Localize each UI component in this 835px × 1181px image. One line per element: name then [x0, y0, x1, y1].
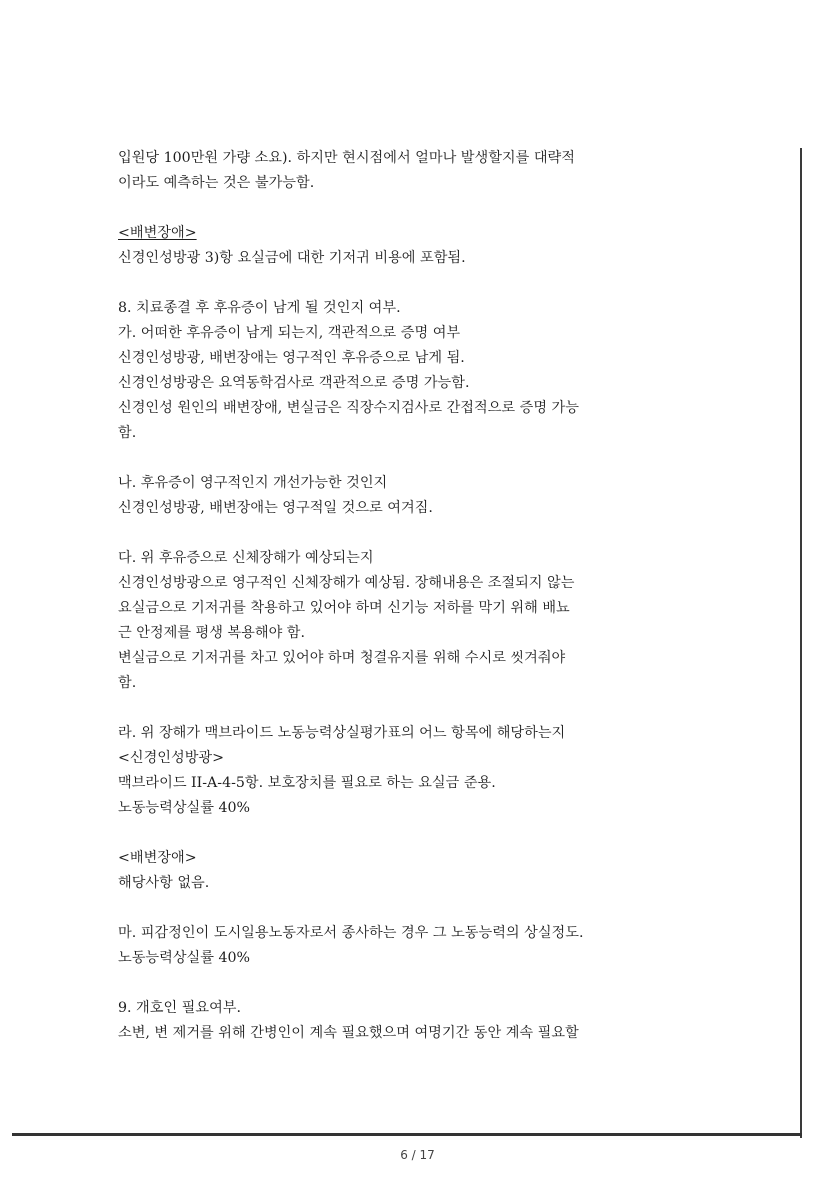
text-line: 이라도 예측하는 것은 불가능함.: [118, 175, 315, 191]
text-line: 신경인성 원인의 배변장애, 변실금은 직장수지검사로 간접적으로 증명 가능: [118, 400, 579, 416]
text-line: 신경인성방광 3)항 요실금에 대한 기저귀 비용에 포함됨.: [118, 250, 466, 266]
text-line: 근 안정제를 평생 복용해야 함.: [118, 625, 306, 641]
text-line: 신경인성방광, 배변장애는 영구적일 것으로 여겨짐.: [118, 500, 433, 516]
text-line: <배변장애>: [118, 850, 197, 866]
document-body: [118, 146, 698, 1046]
page-number: 6 / 17: [400, 1148, 435, 1162]
text-line: 마. 피감정인이 도시일용노동자로서 종사하는 경우 그 노동능력의 상실정도.: [118, 925, 584, 941]
text-line: 가. 어떠한 후유증이 남게 되는지, 객관적으로 증명 여부: [118, 325, 461, 341]
text-line: 노동능력상실률 40%: [118, 800, 250, 816]
text-line: 해당사항 없음.: [118, 875, 210, 891]
text-line: 신경인성방광, 배변장애는 영구적인 후유증으로 남게 됨.: [118, 350, 465, 366]
text-line: 라. 위 장해가 맥브라이드 노동능력상실평가표의 어느 항목에 해당하는지: [118, 725, 566, 741]
text-line: 요실금으로 기저귀를 착용하고 있어야 하며 신기능 저하를 막기 위해 배뇨: [118, 600, 570, 616]
section-heading-8: 8. 치료종결 후 후유증이 남게 될 것인지 여부.: [118, 300, 401, 316]
text-line: 맥브라이드 II-A-4-5항. 보호장치를 필요로 하는 요실금 준용.: [118, 775, 496, 791]
text-line: 다. 위 후유증으로 신체장해가 예상되는지: [118, 550, 374, 566]
page-right-border: [800, 148, 802, 1138]
text-line: 신경인성방광으로 영구적인 신체장해가 예상됨. 장해내용은 조절되지 않는: [118, 575, 575, 591]
page-bottom-border: [12, 1133, 802, 1136]
text-line: 함.: [118, 425, 137, 441]
text-line: 노동능력상실률 40%: [118, 950, 250, 966]
section-heading-bowel-disorder: <배변장애>: [118, 225, 197, 241]
text-line: 함.: [118, 675, 137, 691]
text-line: <신경인성방광>: [118, 750, 225, 766]
section-heading-9: 9. 개호인 필요여부.: [118, 1000, 242, 1016]
text-line: 변실금으로 기저귀를 차고 있어야 하며 청결유지를 위해 수시로 씻겨줘야: [118, 650, 566, 666]
text-line: 신경인성방광은 요역동학검사로 객관적으로 증명 가능함.: [118, 375, 470, 391]
text-line: 나. 후유증이 영구적인지 개선가능한 것인지: [118, 475, 388, 491]
text-line: 소변, 변 제거를 위해 간병인이 계속 필요했으며 여명기간 동안 계속 필요할: [118, 1025, 579, 1041]
text-line: 입원당 100만원 가량 소요). 하지만 현시점에서 얼마나 발생할지를 대략적: [118, 150, 575, 166]
